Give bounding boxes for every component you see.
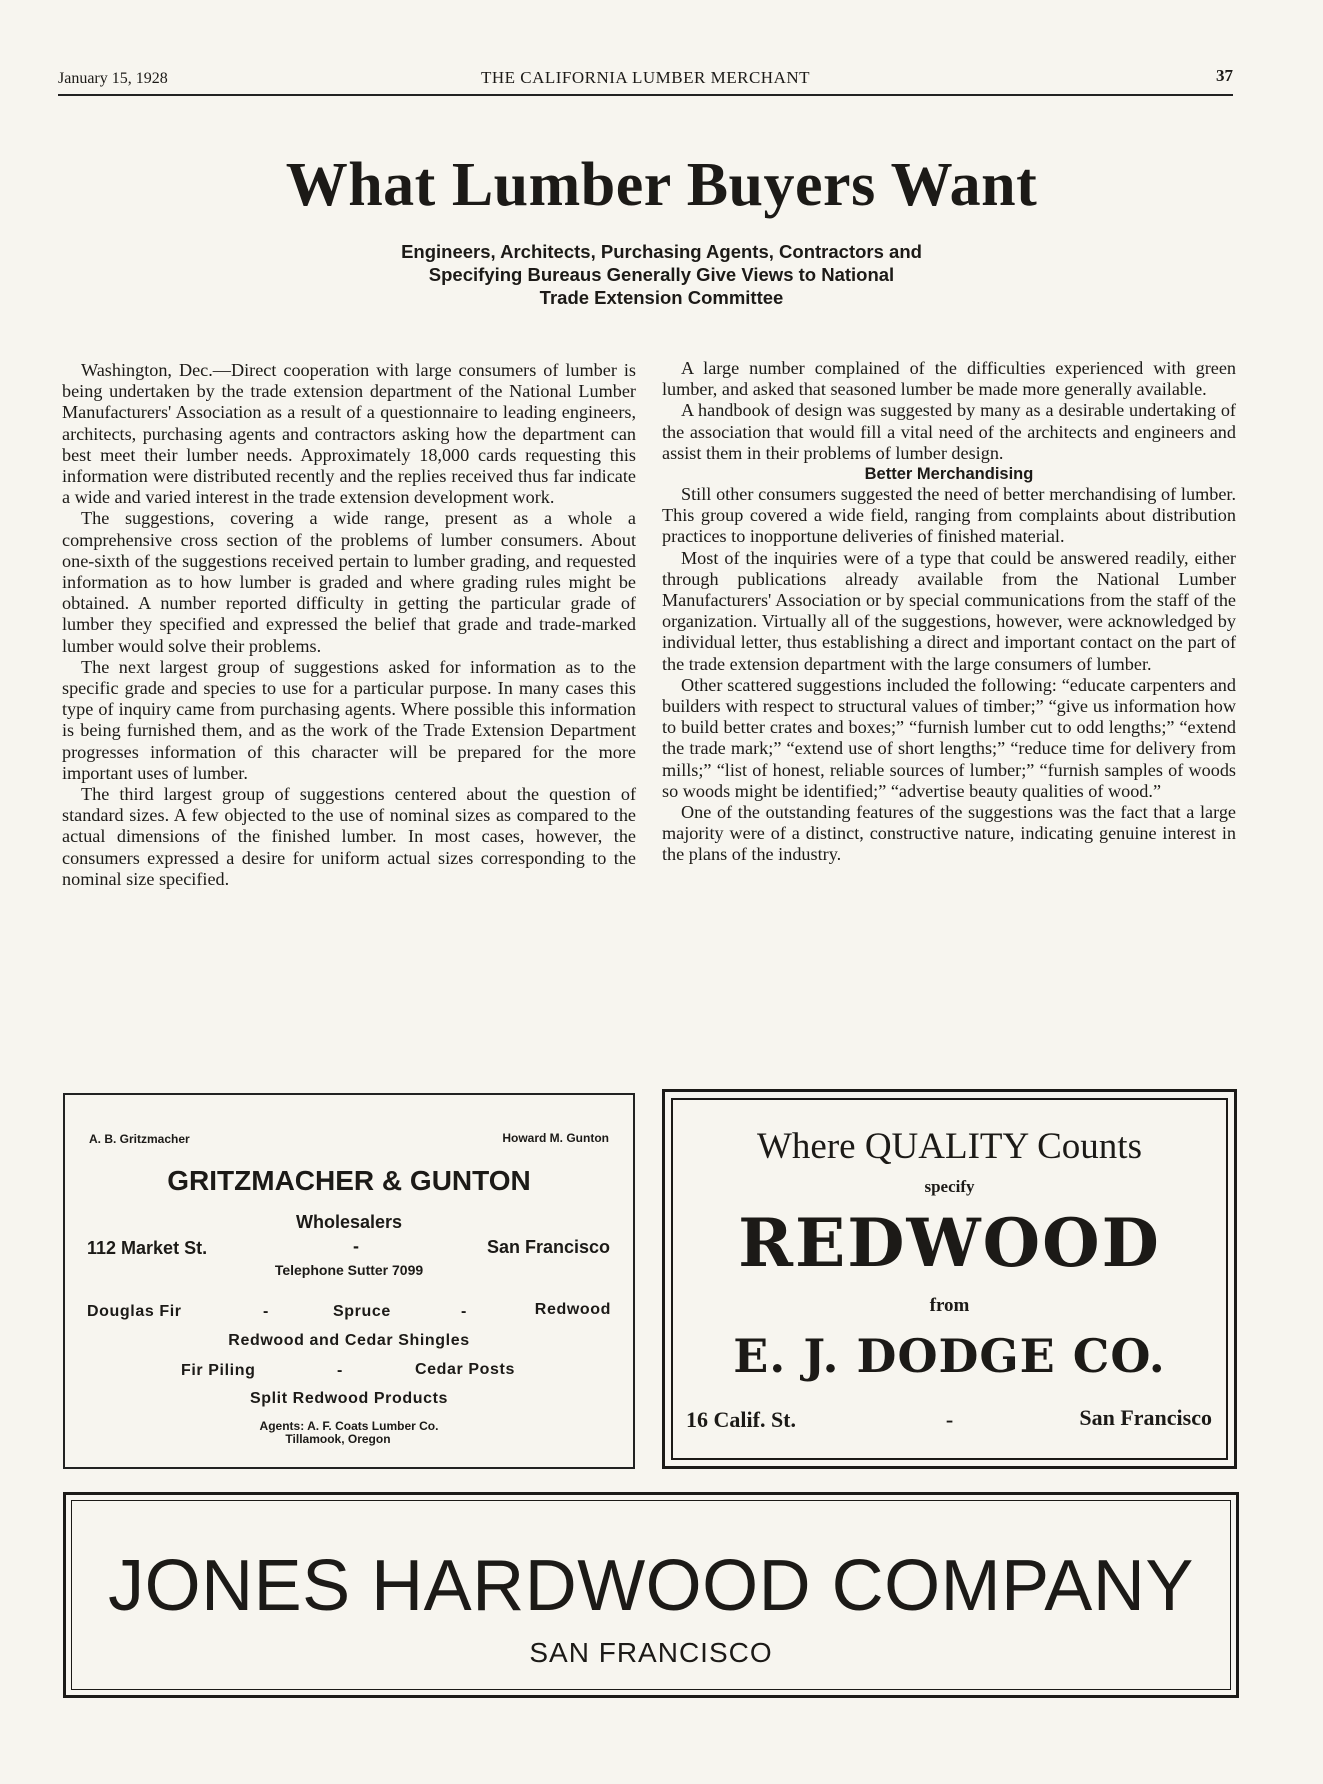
separator-dash: - <box>461 1303 467 1320</box>
section-heading: Better Merchandising <box>864 465 1034 484</box>
article-paragraph: Other scattered suggestions included the following: “educate carpenters and builders with respect to structural values of timber;” “give us information how to build better crates and boxes;” “furnish lumber cut to odd lengths;” “extend the trade mark;” “extend use of short lengths;” “reduce time for delivery from mills;” “list of honest, reliable sources of lumber;” “furnish samples of woods so woods might be identified;” “advertise beauty qualities of wood.” <box>662 674 1236 801</box>
product-item: Cedar Posts <box>415 1361 515 1378</box>
partner-name: A. B. Gritzmacher <box>89 1132 190 1146</box>
ad-telephone: Telephone Sutter 7099 <box>274 1262 424 1278</box>
product-item: Spruce <box>333 1303 391 1320</box>
article-column-left <box>62 360 636 890</box>
article-paragraph: The third largest group of suggestions centered about the question of standard sizes. A few objected to the use of nominal sizes as compared to the actual dimensions of the finished lumber. In most cases, however, the consumers expressed a desire for uniform actual sizes corresponding to the nominal size specified. <box>62 784 636 889</box>
page-header <box>58 66 1233 96</box>
separator-dash: - <box>945 1407 954 1432</box>
ad-company-name: JONES HARDWOOD COMPANY <box>108 1546 1194 1626</box>
ad-city: San Francisco <box>1079 1405 1212 1430</box>
ad-street: 16 Calif. St. <box>686 1407 796 1432</box>
article-paragraph: A large number complained of the difficulties experienced with green lumber, and asked that seasoned lumber be made more generally available. <box>662 358 1236 400</box>
product-item: Fir Piling <box>181 1362 256 1379</box>
ad-street: 112 Market St. <box>87 1238 208 1258</box>
separator-dash: - <box>263 1303 269 1320</box>
article-paragraph: Washington, Dec.—Direct cooperation with large consumers of lumber is being undertaken by the trade extension department of the National Lumber Manufacturers' Association as a result of a questionnaire to leading engineers, architects, purchasing agents and contractors asking how the department can best meet their lumber needs. Approximately 18,000 cards requesting this information were distributed recently and the replies received thus far indicate a wide and varied interest in the trade extension development work. <box>62 360 636 508</box>
ad-city: SAN FRANCISCO <box>529 1637 773 1668</box>
article-paragraph: Most of the inquiries were of a type that could be answered readily, either through publications already available from the National Lumber Manufacturers' Association or by special communications from the staff of the organization. Virtually all of the suggestions, however, were acknowledged by individual letter, thus establishing a direct and important contact on the part of the trade extension department with the large consumers of lumber. <box>662 547 1236 674</box>
ad-company-name: GRITZMACHER & GUNTON <box>167 1165 531 1196</box>
partner-name: Howard M. Gunton <box>502 1131 609 1145</box>
ad-inner-border <box>71 1500 1231 1690</box>
subhead-line: Engineers, Architects, Purchasing Agents, Contractors and <box>401 241 922 262</box>
separator-dash: - <box>337 1362 343 1379</box>
ad-jones-hardwood <box>63 1492 1239 1698</box>
subhead-line: Specifying Bureaus Generally Give Views to National <box>428 264 895 285</box>
product-item: Redwood and Cedar Shingles <box>228 1332 470 1349</box>
ad-slogan: Where QUALITY Counts <box>757 1126 1142 1167</box>
article-paragraph: One of the outstanding features of the suggestions was the fact that a large majority were of a distinct, constructive nature, indicating genuine interest in the plans of the industry. <box>662 802 1236 865</box>
product-item: Redwood <box>534 1301 611 1318</box>
ad-agents: Agents: A. F. Coats Lumber Co. <box>259 1419 439 1433</box>
ad-inner-border <box>671 1098 1228 1460</box>
ad-gritzmacher-gunton <box>63 1093 635 1469</box>
product-item: Split Redwood Products <box>249 1390 449 1407</box>
ad-city: San Francisco <box>486 1237 610 1257</box>
article-paragraph: The suggestions, covering a wide range, present as a whole a comprehensive cross section of the problems of lumber consumers. About one-sixth of the suggestions received pertain to lumber grading, and requested information as to how lumber is graded and where grading rules might be obtained. A number reported difficulty in getting the particular grade of lumber they specified and expressed the belief that grade and trade-marked lumber would solve their problems. <box>62 508 636 656</box>
ad-company-name: E. J. DODGE CO. <box>733 1329 1166 1383</box>
page-number: 37 <box>1216 66 1233 85</box>
ad-specify: specify <box>924 1177 975 1196</box>
article-column-right <box>662 358 1236 866</box>
ad-tagline: Wholesalers <box>295 1212 403 1232</box>
ad-product: REDWOOD <box>738 1204 1161 1282</box>
product-item: Douglas Fir <box>87 1303 182 1320</box>
article-subhead <box>300 240 1023 309</box>
issue-date: January 15, 1928 <box>58 70 168 87</box>
ad-agents-location: Tillamook, Oregon <box>285 1432 391 1446</box>
ad-dodge-redwood <box>662 1089 1237 1469</box>
ad-from: from <box>929 1295 970 1316</box>
article-headline: What Lumber Buyers Want <box>285 151 1038 219</box>
subhead-line: Trade Extension Committee <box>539 287 784 308</box>
article-paragraph: Still other consumers suggested the need of better merchandising of lumber. This group covered a wide field, ranging from complaints about distribution practices to inopportune deliveries of finished material. <box>662 484 1236 547</box>
publication-title: THE CALIFORNIA LUMBER MERCHANT <box>480 68 811 87</box>
article-paragraph: A handbook of design was suggested by many as a desirable undertaking of the association that would fill a vital need of the architects and engineers and assist them in their problems of lumber design. <box>662 400 1236 463</box>
separator-dash: - <box>353 1236 359 1256</box>
article-paragraph: The next largest group of suggestions asked for information as to the specific grade and species to use for a particular purpose. In many cases this type of inquiry came from purchasing agents. Where possible this information is being furnished them, and as the work of the Trade Extension Department progresses information of this character will be prepared for the more important uses of lumber. <box>62 656 636 783</box>
